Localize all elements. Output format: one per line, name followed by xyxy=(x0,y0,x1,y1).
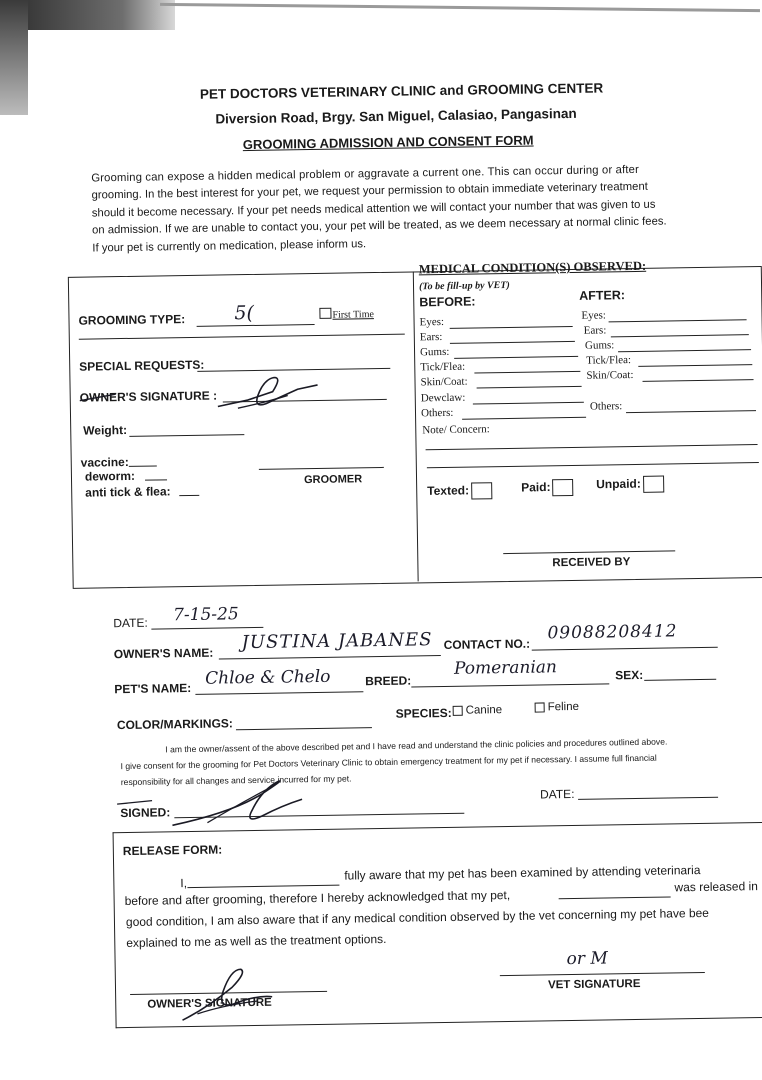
vaccine-label: vaccine: xyxy=(80,454,129,470)
before-dewclaw-label: Dewclaw: xyxy=(420,391,466,405)
release-i-label: I, xyxy=(180,876,188,891)
paid-option[interactable] xyxy=(521,479,574,497)
owner-name-field[interactable] xyxy=(219,655,441,659)
owner-name-label: OWNER'S NAME: xyxy=(113,645,214,662)
canine-option[interactable] xyxy=(453,704,503,717)
vet-signature-field[interactable] xyxy=(500,972,705,976)
weight-label: Weight: xyxy=(83,422,128,438)
release-line-4: explained to me as well as the treatment options. xyxy=(126,931,387,951)
feline-option[interactable] xyxy=(535,701,580,714)
intro-line: on admission. If we are unable to contact you, your pet will be treated, as we deem necessary at normal clinic fees. xyxy=(92,215,667,237)
paid-checkbox[interactable] xyxy=(552,479,573,496)
special-requests-label: SPECIAL REQUESTS: xyxy=(79,357,205,374)
feline-label: Feline xyxy=(547,700,580,714)
after-tick-flea-label: Tick/Flea: xyxy=(586,354,632,367)
release-owner-signature-scribble xyxy=(177,957,278,1029)
before-ears-label: Ears: xyxy=(419,330,443,344)
before-gums-label: Gums: xyxy=(419,345,450,359)
before-eyes-label: Eyes: xyxy=(419,315,445,329)
pet-name-label: PET'S NAME: xyxy=(114,680,192,697)
contact-field[interactable] xyxy=(532,647,718,651)
clinic-name: PET DOCTORS VETERINARY CLINIC and GROOMING CENTER xyxy=(199,80,604,102)
unpaid-checkbox[interactable] xyxy=(643,476,664,493)
consent-line-2: I give consent for the grooming for Pet Doctors Veterinary Clinic to obtain emergency treatment for my pet if necessary. I assume full financial xyxy=(120,752,657,772)
release-line-1: fully aware that my pet has been examined by attending veterinaria xyxy=(344,863,701,883)
date2-field[interactable] xyxy=(578,797,718,800)
texted-option[interactable] xyxy=(427,482,492,500)
intro-line: should it become necessary. If your pet needs medical attention we will contact your number that was given to us xyxy=(91,198,656,220)
medical-subtitle: (To be fill-up by VET) xyxy=(418,279,510,293)
first-time-label: First Time xyxy=(332,309,374,321)
consent-line-1: I am the owner/assent of the above described pet and I have read and understand the clinic policies and procedures outlined above. xyxy=(165,736,668,755)
vet-signature-label: VET SIGNATURE xyxy=(547,977,641,992)
after-ears-label: Ears: xyxy=(583,324,607,337)
canine-checkbox[interactable] xyxy=(453,706,463,716)
sex-field[interactable] xyxy=(644,679,716,681)
feline-checkbox[interactable] xyxy=(535,702,545,712)
after-eyes-label: Eyes: xyxy=(581,309,607,322)
clinic-address: Diversion Road, Brgy. San Miguel, Calasiao, Pangasinan xyxy=(215,105,577,127)
date-field[interactable] xyxy=(151,627,263,630)
vet-initials: or M xyxy=(566,948,608,970)
owner-signature-scribble xyxy=(77,371,328,420)
anti-tick-label: anti tick & flea: xyxy=(85,484,171,500)
owner-name-value: JUSTINA JABANES xyxy=(241,629,433,654)
intro-line: If your pet is currently on medication, please inform us. xyxy=(92,237,367,255)
unpaid-label: Unpaid: xyxy=(596,476,641,492)
first-time-checkbox[interactable] xyxy=(319,308,331,319)
deworm-label: deworm: xyxy=(84,468,136,484)
species-label: SPECIES: xyxy=(395,705,452,721)
received-by-label: RECEIVED BY xyxy=(552,556,631,570)
pet-name-field[interactable] xyxy=(195,691,363,695)
paid-label: Paid: xyxy=(521,479,551,495)
date-value: 7-15-25 xyxy=(172,604,239,626)
contact-label: CONTACT NO.: xyxy=(443,636,531,653)
release-line-2b: was released in xyxy=(674,879,758,895)
consent-line-3: responsibility for all changes and service incurred for my pet. xyxy=(120,773,352,788)
release-pet-name-field[interactable] xyxy=(559,896,671,899)
after-label: AFTER: xyxy=(579,288,626,303)
breed-field[interactable] xyxy=(411,683,609,687)
unpaid-option[interactable] xyxy=(596,476,664,494)
grooming-type-value: 5( xyxy=(234,301,255,325)
breed-label: BREED: xyxy=(365,673,412,689)
note-concern-label: Note/ Concern: xyxy=(422,423,490,437)
intro-line: grooming. In the best interest for your pet, we request your permission to obtain immediate veterinary treatment xyxy=(91,181,648,202)
before-tick-flea-label: Tick/Flea: xyxy=(420,360,466,374)
release-left-border xyxy=(113,832,117,1028)
form-title: GROOMING ADMISSION AND CONSENT FORM xyxy=(242,132,534,153)
canine-label: Canine xyxy=(465,704,503,717)
color-markings-field[interactable] xyxy=(236,727,372,730)
date-label: DATE: xyxy=(113,615,148,631)
texted-label: Texted: xyxy=(427,483,470,498)
texted-checkbox[interactable] xyxy=(471,482,492,499)
release-owner-signature-label: OWNER'S SIGNATURE xyxy=(147,996,272,1011)
groomer-label: GROOMER xyxy=(303,473,363,487)
after-others-label: Others: xyxy=(589,400,623,413)
intro-paragraph xyxy=(91,161,667,257)
before-label: BEFORE: xyxy=(419,294,476,310)
before-others-label: Others: xyxy=(420,406,454,420)
first-time-option[interactable] xyxy=(319,304,374,323)
color-markings-label: COLOR/MARKINGS: xyxy=(116,716,233,733)
release-title: RELEASE FORM: xyxy=(122,842,223,859)
signed-label: SIGNED: xyxy=(120,805,171,821)
grooming-type-label: GROOMING TYPE: xyxy=(78,312,186,328)
contact-value: 09088208412 xyxy=(547,621,678,644)
sex-label: SEX: xyxy=(615,667,644,683)
owner-signature-label: OWNER'S SIGNATURE : xyxy=(79,388,218,405)
date2-label: DATE: xyxy=(539,786,575,802)
release-owner-name-field[interactable] xyxy=(187,885,339,888)
release-line-2: before and after grooming, therefore I hereby acknowledged that my pet, xyxy=(124,888,511,909)
intro-line: Grooming can expose a hidden medical problem or aggravate a current one. This can occur during or after xyxy=(91,163,640,185)
pet-name-value: Chloe & Chelo xyxy=(205,666,331,689)
after-skin-coat-label: Skin/Coat: xyxy=(586,368,634,382)
before-skin-coat-label: Skin/Coat: xyxy=(420,375,468,389)
release-line-3: good condition, I am also aware that if any medical condition observed by the vet concerning my pet have bee xyxy=(125,905,710,930)
signed-signature-scribble xyxy=(112,771,313,834)
medical-title: MEDICAL CONDITION(S) OBSERVED: xyxy=(418,258,647,277)
breed-value: Pomeranian xyxy=(453,657,558,679)
after-gums-label: Gums: xyxy=(584,339,615,352)
